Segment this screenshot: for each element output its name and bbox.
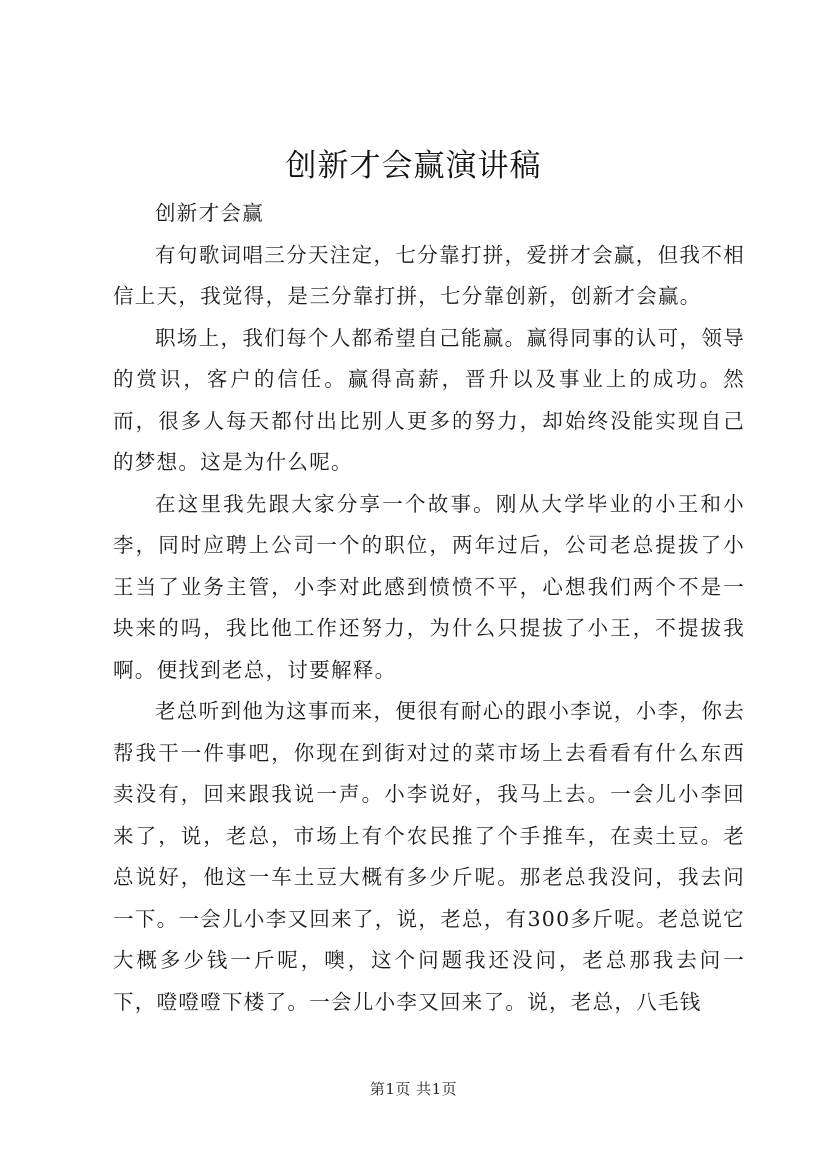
- paragraph: 在这里我先跟大家分享一个故事。刚从大学毕业的小王和小李，同时应聘上公司一个的职位，两年过后，公司老总提拔了小王当了业务主管，小李对此感到愤愤不平，心想我们两个不是一块来的吗，我比他工作还努力，为什么只提拔了小王，不提拔我啊。便找到老总，讨要解释。: [113, 491, 745, 682]
- document-title: 创新才会赢演讲稿: [285, 148, 542, 184]
- page-number-footer: 第1页 共1页: [369, 1080, 458, 1098]
- paragraph: 有句歌词唱三分天注定，七分靠打拼，爱拼才会赢，但我不相信上天，我觉得，是三分靠打拼，七分靠创新，创新才会赢。: [113, 242, 745, 308]
- paragraph: 职场上，我们每个人都希望自己能赢。赢得同事的认可，领导的赏识，客户的信任。赢得高薪，晋升以及事业上的成功。然而，很多人每天都付出比别人更多的努力，却始终没能实现自己的梦想。这是为什么呢。: [113, 325, 745, 474]
- paragraph-heading: 创新才会赢: [155, 201, 264, 225]
- document-body: [113, 193, 745, 1023]
- paragraph: 老总听到他为这事而来，便很有耐心的跟小李说，小李，你去帮我干一件事吧，你现在到街对过的菜市场上去看看有什么东西卖没有，回来跟我说一声。小李说好，我马上去。一会儿小李回来了，说，老总，市场上有个农民推了个手推车，在卖土豆。老总说好，他这一车土豆大概有多少斤呢。那老总我没问，我去问一下。一会儿小李又回来了，说，老总，有300多斤呢。老总说它大概多少钱一斤呢，噢，这个问题我还没问，老总那我去问一下，噔噔噔下楼了。一会儿小李又回来了。说，老总，八毛钱: [113, 699, 745, 1014]
